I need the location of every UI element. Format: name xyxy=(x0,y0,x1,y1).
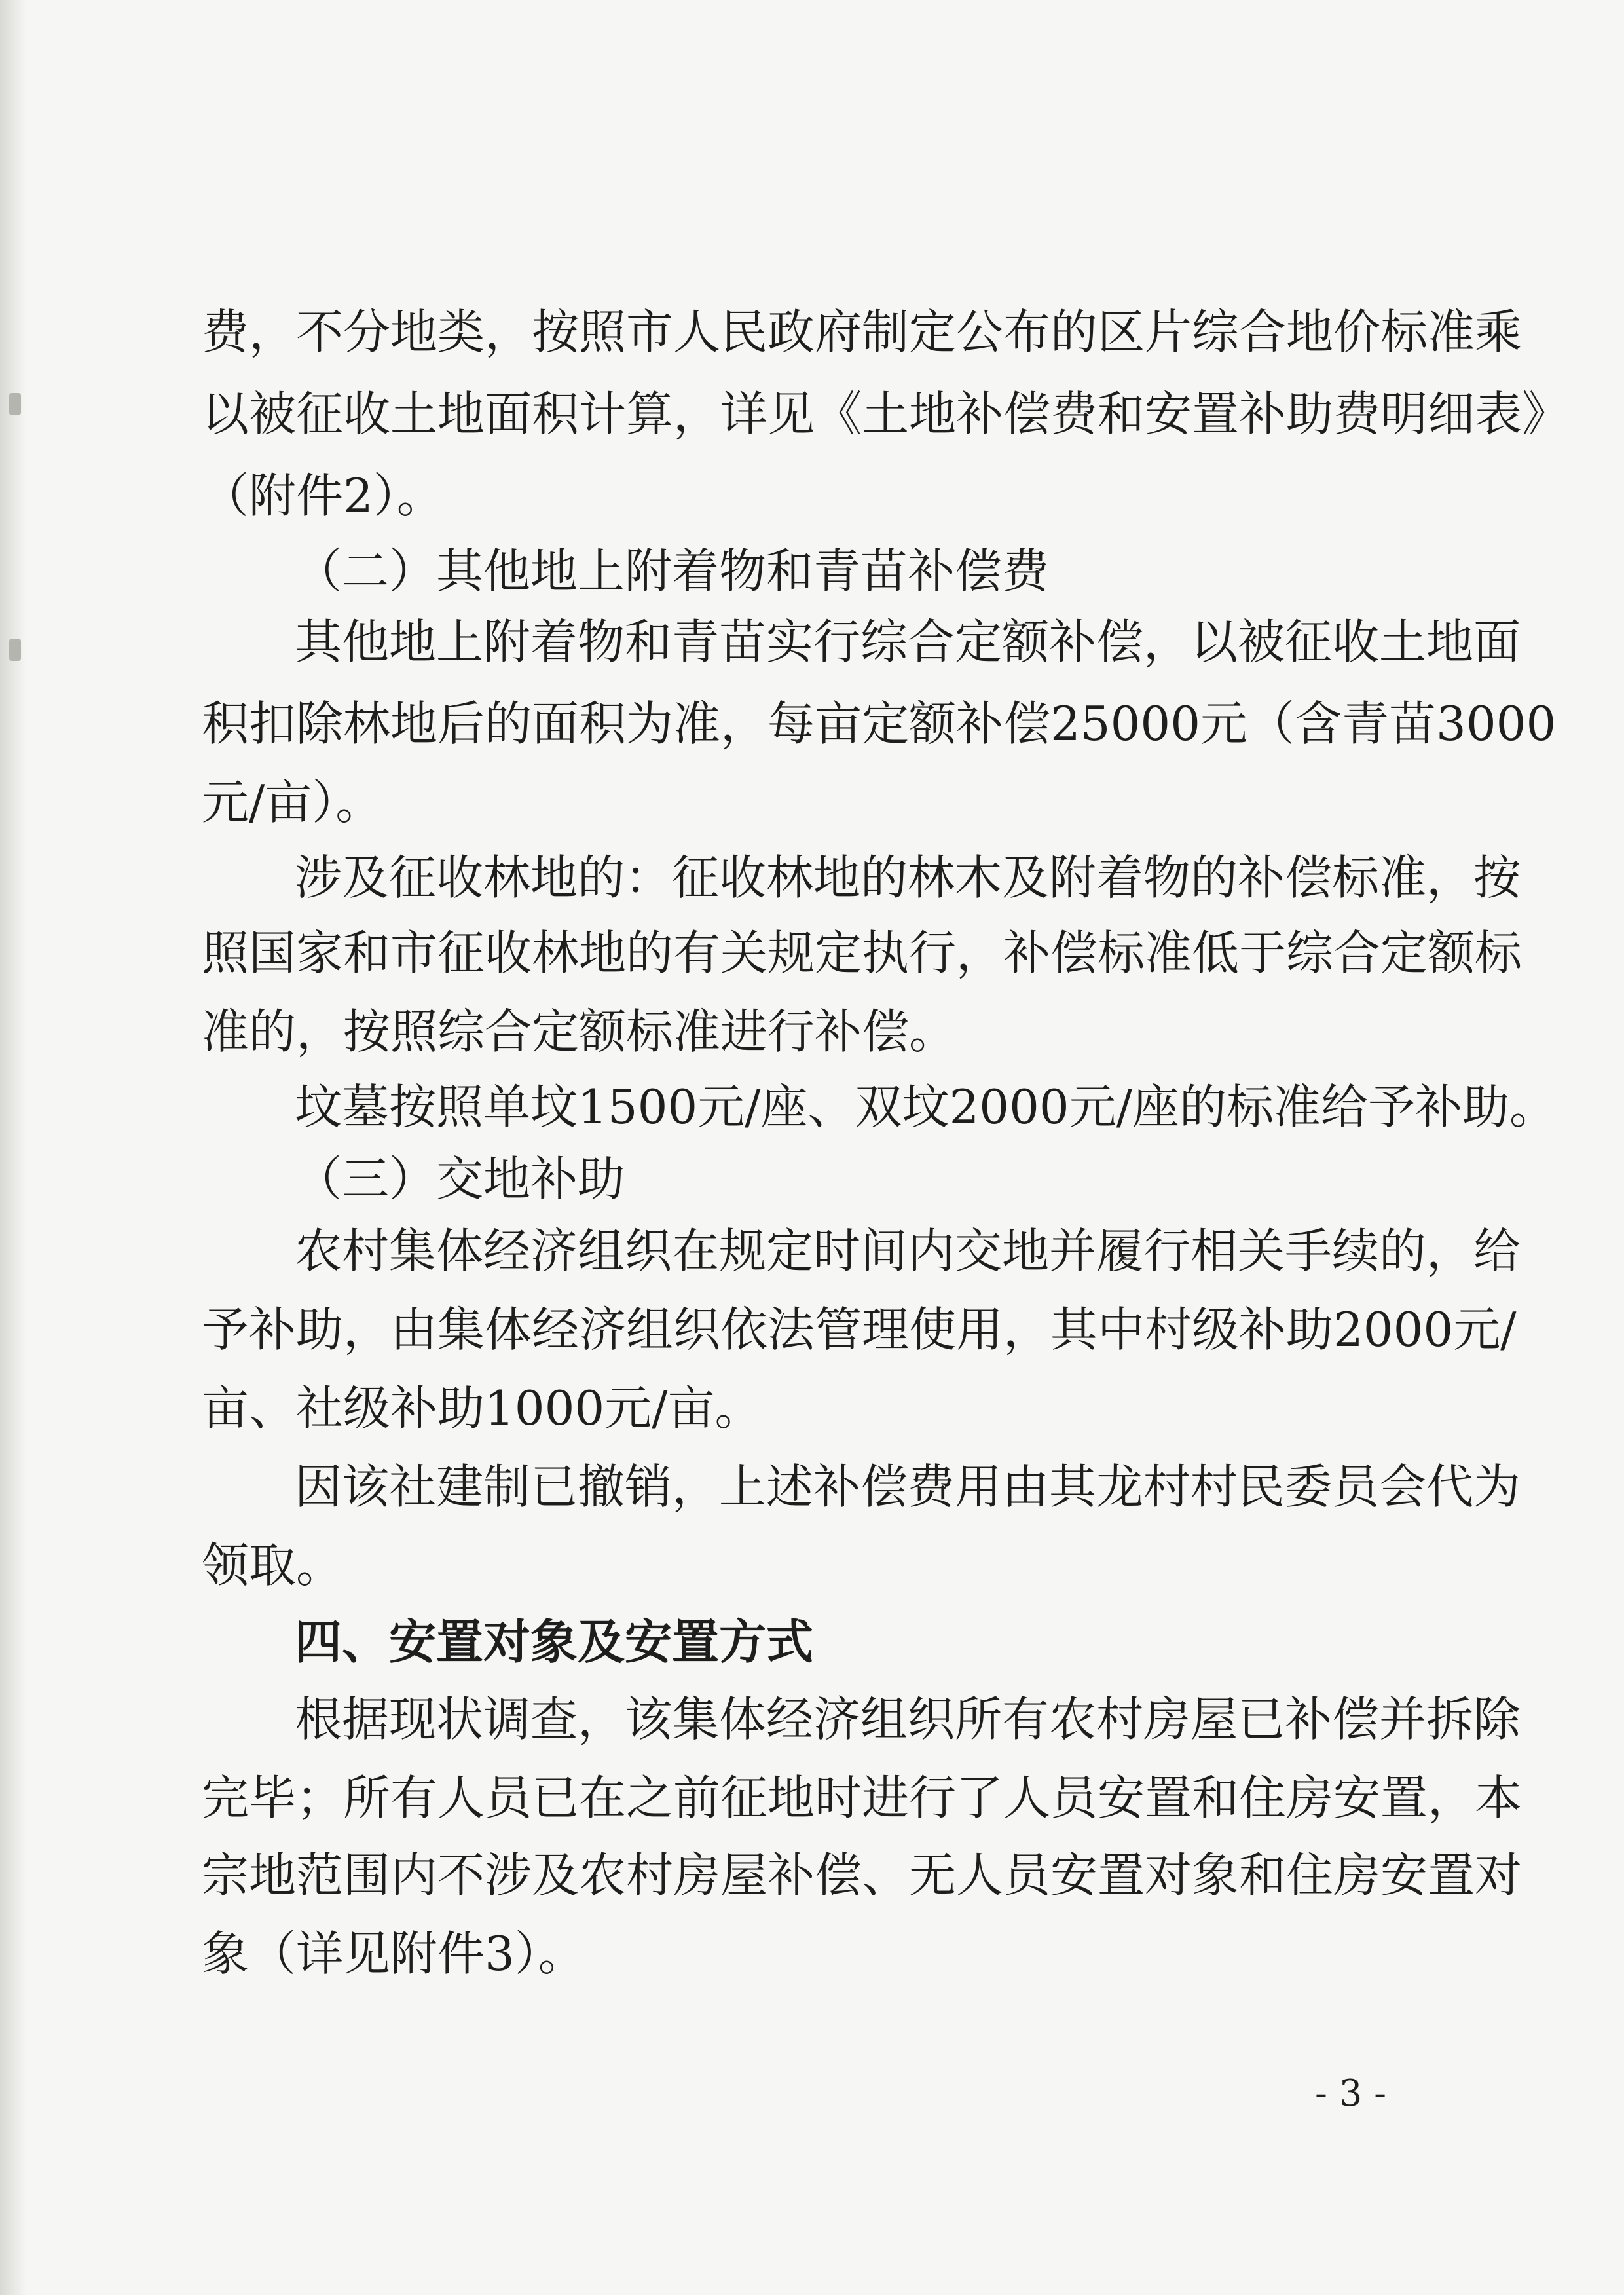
section-subheading: （三）交地补助 xyxy=(295,1151,625,1206)
text-line: 因该社建制已撤销，上述补偿费用由其龙村村民委员会代为 xyxy=(295,1459,1521,1514)
text-line: 予补助，由集体经济组织依法管理使用，其中村级补助2000元/ xyxy=(202,1302,1517,1357)
text-line: 坟墓按照单坟1500元/座、双坟2000元/座的标准给予补助。 xyxy=(295,1079,1557,1134)
text-line: 根据现状调查，该集体经济组织所有农村房屋已补偿并拆除 xyxy=(295,1692,1521,1747)
section-subheading: （二）其他地上附着物和青苗补偿费 xyxy=(295,544,1050,599)
section-heading: 四、安置对象及安置方式 xyxy=(295,1614,814,1670)
text-line: 积扣除林地后的面积为准，每亩定额补偿25000元（含青苗3000 xyxy=(202,696,1557,751)
scan-binding-mark xyxy=(9,393,21,415)
text-line: 宗地范围内不涉及农村房屋补偿、无人员安置对象和住房安置对 xyxy=(202,1848,1522,1903)
scan-edge-shadow xyxy=(0,0,26,2295)
text-line: 其他地上附着物和青苗实行综合定额补偿，以被征收土地面 xyxy=(295,614,1521,669)
text-line: 准的，按照综合定额标准进行补偿。 xyxy=(202,1004,957,1059)
scan-binding-mark xyxy=(9,639,21,661)
text-line: 亩、社级补助1000元/亩。 xyxy=(202,1381,762,1436)
text-line: 象（详见附件3）。 xyxy=(202,1926,585,1981)
page-number: - 3 - xyxy=(1315,2072,1387,2115)
text-line: 以被征收土地面积计算，详见《土地补偿费和安置补助费明细表》 xyxy=(202,386,1570,441)
text-line: 完毕；所有人员已在之前征地时进行了人员安置和住房安置，本 xyxy=(202,1770,1522,1825)
text-line: 元/亩）。 xyxy=(202,775,383,830)
text-line: 涉及征收林地的：征收林地的林木及附着物的补偿标准，按 xyxy=(295,850,1521,905)
text-line: （附件2）。 xyxy=(202,468,444,523)
text-line: 照国家和市征收林地的有关规定执行，补偿标准低于综合定额标 xyxy=(202,925,1522,980)
text-line: 费，不分地类，按照市人民政府制定公布的区片综合地价标准乘 xyxy=(202,305,1522,360)
text-line: 农村集体经济组织在规定时间内交地并履行相关手续的，给 xyxy=(295,1223,1521,1278)
text-line: 领取。 xyxy=(202,1538,344,1593)
